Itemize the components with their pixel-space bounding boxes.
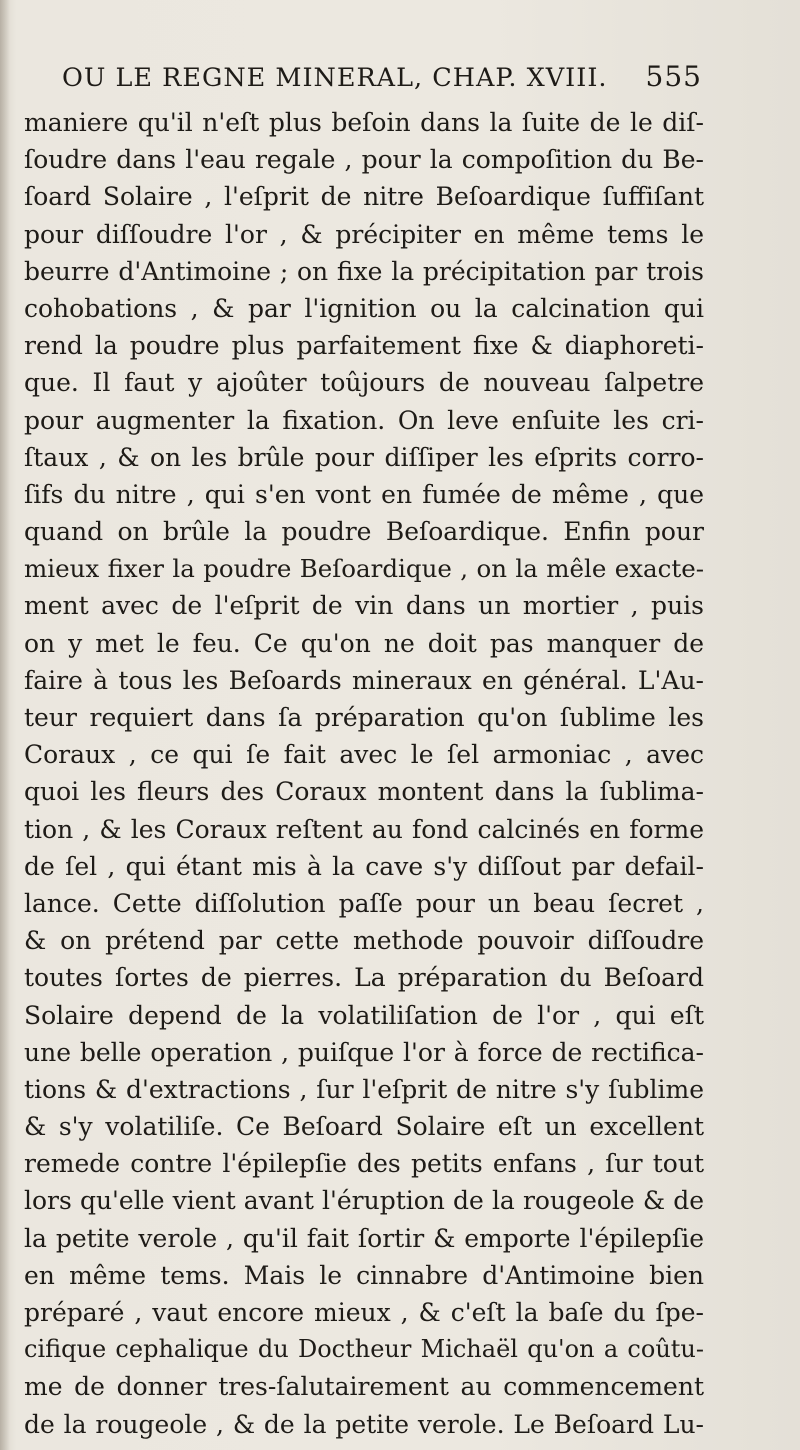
text-line: maniere qu'il n'eſt plus beſoin dans la ſuite de le diſ-	[24, 108, 704, 137]
text-line: ſoard Solaire , l'eſprit de nitre Beſoardique ſuffiſant	[24, 182, 704, 212]
text-line: lors qu'elle vient avant l'éruption de la rougeole & de	[24, 1186, 704, 1216]
text-line: Solaire depend de la volatiliſation de l'or , qui eſt	[24, 1000, 704, 1030]
text-line: ment avec de l'eſprit de vin dans un mortier , puis	[24, 591, 704, 621]
text-line: pour diſſoudre l'or , & précipiter en même tems le	[24, 219, 704, 249]
text-line: quoi les fleurs des Coraux montent dans la ſublima-	[24, 777, 704, 807]
text-line: en même tems. Mais le cinnabre d'Antimoine bien	[24, 1260, 704, 1290]
running-title: OU LE REGNE MINERAL, CHAP. XVIII.	[62, 63, 608, 93]
text-line: une belle operation , puiſque l'or à force de rectifica-	[24, 1037, 704, 1067]
text-line: remede contre l'épilepſie des petits enfans , ſur tout	[24, 1149, 704, 1179]
text-line: rend la poudre plus parfaitement fixe & diaphoreti-	[24, 331, 704, 361]
text-line: mieux fixer la poudre Beſoardique , on la mêle exacte-	[24, 554, 704, 584]
text-line: faire à tous les Beſoards mineraux en général. L'Au-	[24, 665, 704, 695]
text-line: pour augmenter la fixation. On leve enſuite les cri-	[24, 405, 704, 435]
text-line: ſtaux , & on les brûle pour diſſiper les eſprits corro-	[24, 442, 704, 472]
text-line: de la rougeole , & de la petite verole. Le Beſoard Lu-	[24, 1409, 704, 1439]
text-line: lance. Cette diſſolution paſſe pour un beau ſecret ,	[24, 888, 704, 918]
text-line: tions & d'extractions , ſur l'eſprit de nitre s'y ſublime	[24, 1074, 704, 1104]
text-line: toutes ſortes de pierres. La préparation du Beſoard	[24, 963, 704, 993]
text-line: Coraux , ce qui ſe fait avec le ſel armoniac , avec	[24, 740, 704, 770]
text-line: cohobations , & par l'ignition ou la calcination qui	[24, 293, 704, 323]
text-line: tion , & les Coraux reſtent au fond calcinés en forme	[24, 814, 704, 844]
page-header	[62, 60, 702, 100]
page-gutter-shadow	[0, 0, 10, 1450]
page-number: 555	[645, 60, 702, 93]
text-line: que. Il faut y ajoûter toûjours de nouveau ſalpetre	[24, 368, 704, 398]
body-text	[24, 104, 704, 1443]
text-line: la petite verole , qu'il fait ſortir & emporte l'épilepſie	[24, 1223, 704, 1253]
text-line: préparé , vaut encore mieux , & c'eſt la baſe du ſpe-	[24, 1298, 704, 1327]
text-line: de ſel , qui étant mis à la cave s'y diſſout par defail-	[24, 851, 704, 881]
text-line: ſifs du nitre , qui s'en vont en fumée de même , que	[24, 479, 704, 509]
text-line: cifique cephalique du Doctheur Michaël qu'on a coûtu-	[24, 1335, 704, 1364]
text-line: on y met le feu. Ce qu'on ne doit pas manquer de	[24, 628, 704, 658]
text-line: & on prétend par cette methode pouvoir diſſoudre	[24, 926, 704, 956]
text-line: teur requiert dans ſa préparation qu'on ſublime les	[24, 703, 704, 732]
text-line: me de donner tres-ſalutairement au commencement	[24, 1372, 704, 1402]
text-line: beurre d'Antimoine ; on fixe la précipitation par trois	[24, 256, 704, 286]
text-line: quand on brûle la poudre Beſoardique. Enfin pour	[24, 517, 704, 547]
text-line: & s'y volatiliſe. Ce Beſoard Solaire eſt un excellent	[24, 1112, 704, 1142]
text-line: ſoudre dans l'eau regale , pour la compoſition du Be-	[24, 145, 704, 175]
